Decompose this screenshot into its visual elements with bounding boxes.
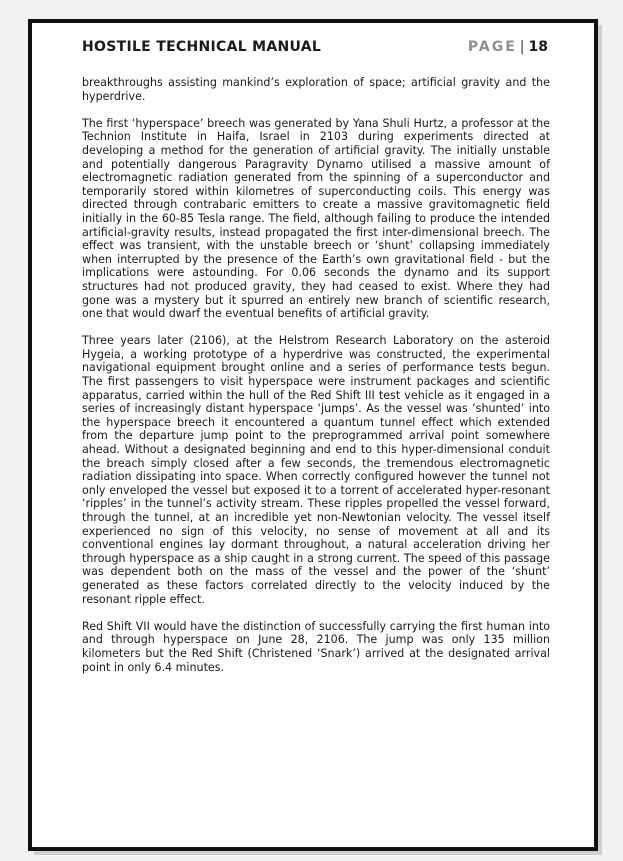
page-number: 18 [528, 39, 548, 55]
paragraph: The first ‘hyperspace’ breech was generated by Yana Shuli Hurtz, a professor at the Technion Institute in Haifa, Israel in 2103 during experiments directed at developing a method for the generation of artificial gravity. The initially unstable and potentially dangerous Paragravity Dynamo utilised a massive amount of electromagnetic radiation generated from the spinning of a superconductor and temporarily stored within kilometres of superconducting coils. This energy was directed through contrabaric emitters to create a massive gravitomagnetic field initially in the 60-85 Tesla range. The field, although failing to produce the intended artificial-gravity results, instead propagated the first inter-dimensional breech. The effect was transient, with the unstable breech or ‘shunt’ collapsing immediately when interrupted by the presence of the Earth’s own gravitational field - but the implications were astounding. For 0.06 seconds the dynamo and its support structures had not produced gravity, they had ceased to exist. Where they had gone was a mystery but it spurred an entirely new branch of scientific research, one that would dwarf the eventual benefits of artificial gravity. [82, 116, 550, 321]
page-shadow [34, 851, 602, 855]
paragraph: Three years later (2106), at the Helstrom Research Laboratory on the asteroid Hygeia, a working prototype of a hyperdrive was constructed, the experimental navigational equipment brought online and a series of performance tests begun. The first passengers to visit hyperspace were instrument packages and scientific apparatus, carried within the hull of the Red Shift III test vehicle as it engaged in a series of increasingly distant hyperspace ‘jumps’. As the vessel was ‘shunted’ into the hyperspace breech it encountered a quantum tunnel effect which extended from the departure jump point to the preprogrammed arrival point somewhere ahead. Without a designated beginning and end to this hyper-dimensional conduit the breach simply closed after a few seconds, the tremendous electromagnetic radiation dissipating into space. When correctly configured however the tunnel not only enveloped the vessel but exposed it to a torrent of accelerated hyper-resonant ‘ripples’ in the tunnel’s activity stream. These ripples propelled the vessel forward, through the tunnel, at an incredible yet non-Newtonian velocity. The vessel itself experienced no sign of this velocity, no sense of movement at all and its conventional engines lay dormant throughout, a natural acceleration driving her through hyperspace as a ship caught in a strong current. The speed of this passage was dependent both on the mass of the vessel and the power of the ‘shunt’ generated as these factors correlated directly to the velocity induced by the resonant ripple effect. [82, 334, 550, 606]
page-word: PAGE [467, 39, 517, 55]
paragraph: Red Shift VII would have the distinction of successfully carrying the first human into and through hyperspace on June 28, 2106. The jump was only 135 million kilometers but the Red Shift (Christened ‘Snark’) arrived at the designated arrival point in only 6.4 minutes. [82, 619, 550, 674]
page-shadow [598, 25, 602, 853]
manual-title: HOSTILE TECHNICAL MANUAL [82, 39, 322, 55]
body-text [82, 76, 550, 688]
paragraph: breakthroughs assisting mankind’s exploration of space; artificial gravity and the hyperdrive. [82, 76, 550, 103]
page-indicator [468, 39, 548, 55]
page-separator: | [519, 39, 525, 55]
page-header [82, 39, 552, 61]
document-page [28, 19, 598, 851]
